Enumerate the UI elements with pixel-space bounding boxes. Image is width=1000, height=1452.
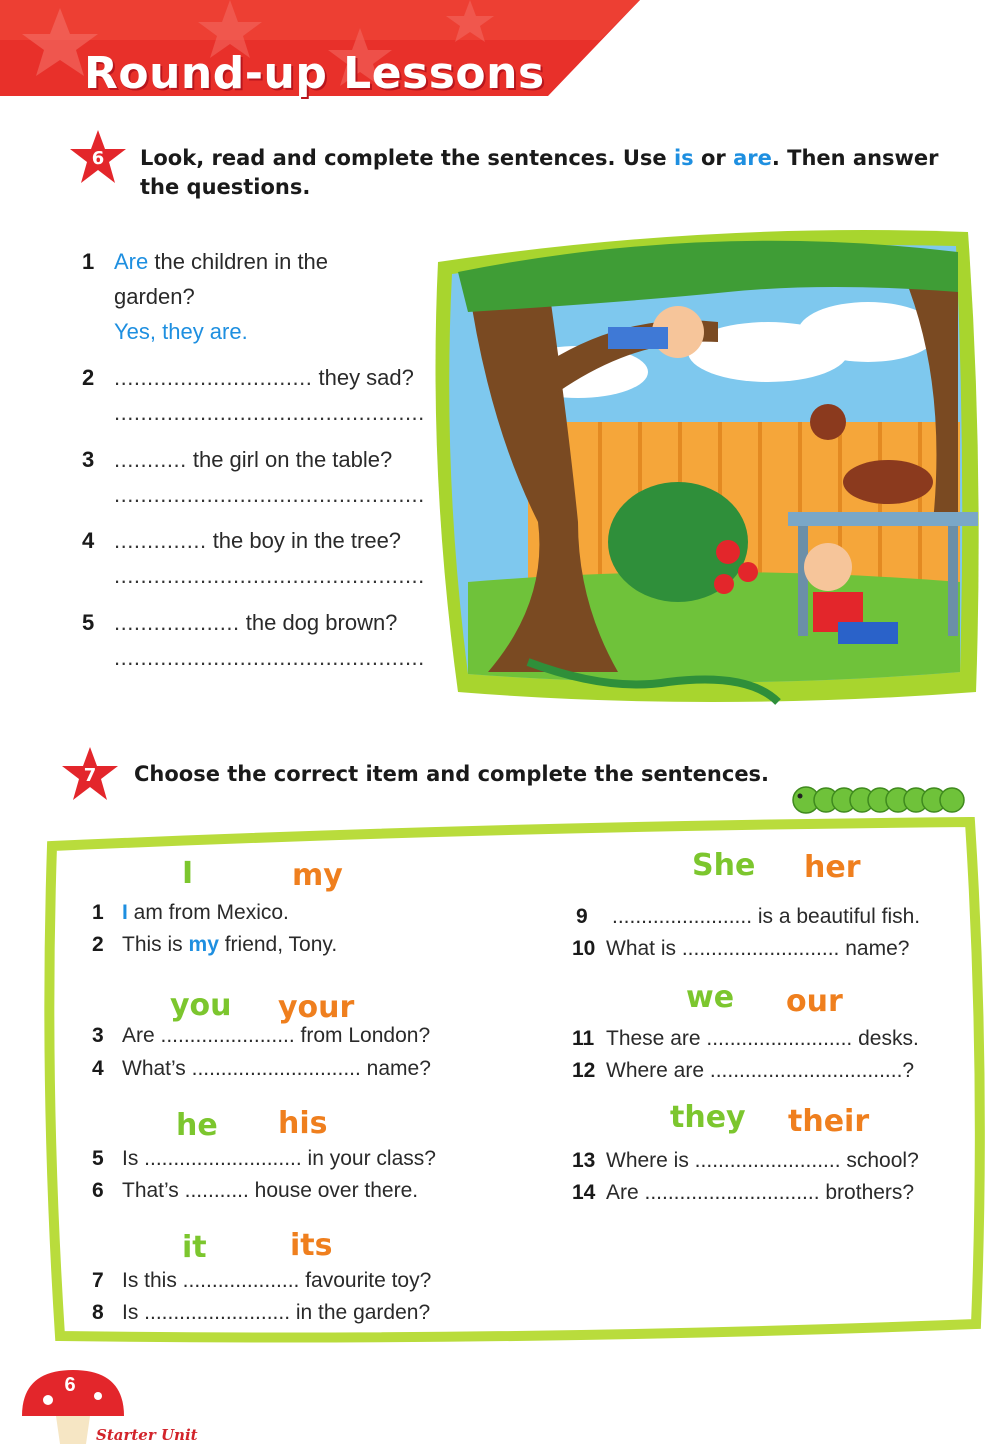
word-option-green: it bbox=[182, 1230, 207, 1265]
question-number: 2 bbox=[82, 365, 95, 390]
sentence-12 bbox=[572, 1056, 914, 1086]
sentence-number: 5 bbox=[92, 1147, 104, 1170]
sentence-number: 7 bbox=[92, 1269, 104, 1292]
reply-blank[interactable]: ............................................... bbox=[114, 482, 425, 507]
sentence-number: 14 bbox=[572, 1181, 596, 1204]
word-option-green: we bbox=[686, 980, 735, 1015]
instruction-keyword-are: are bbox=[733, 146, 772, 170]
sentence-text: This is bbox=[122, 933, 189, 956]
reply-blank[interactable]: ............................................... bbox=[114, 645, 425, 670]
question-text-rest: the boy in the tree? bbox=[206, 528, 402, 553]
reply-blank[interactable]: ............................................... bbox=[114, 563, 425, 588]
sentence-2 bbox=[92, 930, 337, 960]
garden-scene-image bbox=[428, 222, 984, 712]
word-option-green: you bbox=[170, 988, 232, 1023]
word-option-orange: his bbox=[278, 1106, 328, 1141]
sample-answer: my bbox=[188, 933, 219, 956]
sentence-text[interactable]: Are .............................. brothers? bbox=[606, 1181, 915, 1204]
sentence-8 bbox=[92, 1298, 430, 1328]
header-banner bbox=[0, 0, 1000, 100]
sentence-number: 2 bbox=[92, 933, 104, 956]
question-number: 1 bbox=[82, 249, 95, 274]
exercise-number: 7 bbox=[83, 765, 97, 786]
word-option-orange: its bbox=[290, 1228, 333, 1263]
sentence-number: 12 bbox=[572, 1059, 596, 1082]
word-option-green: She bbox=[692, 848, 756, 883]
word-option-orange: her bbox=[804, 850, 861, 885]
sentence-9 bbox=[576, 902, 920, 932]
answer-blank[interactable]: ........... bbox=[114, 447, 187, 472]
question-text bbox=[114, 605, 442, 675]
exercise-7-badge bbox=[60, 745, 120, 805]
word-option-orange: my bbox=[292, 858, 343, 893]
sentence-number: 6 bbox=[92, 1179, 104, 1202]
sentence-text[interactable]: What is ........................... name? bbox=[606, 937, 910, 960]
question-text-line2: garden? bbox=[114, 284, 195, 309]
sentence-number: 9 bbox=[576, 905, 588, 928]
sentence-1 bbox=[92, 898, 289, 928]
instruction-text: . Then answer the questions. bbox=[140, 146, 939, 199]
instruction-text: or bbox=[693, 146, 734, 170]
question-text-rest: the girl on the table? bbox=[186, 447, 393, 472]
sentence-13 bbox=[572, 1146, 919, 1176]
question-text bbox=[114, 523, 442, 593]
question-5 bbox=[82, 605, 442, 677]
sample-reply: Yes, they are. bbox=[114, 319, 248, 344]
sentence-text: am from Mexico. bbox=[127, 901, 289, 924]
sentence-3 bbox=[92, 1021, 430, 1051]
unit-label: Starter Unit bbox=[96, 1426, 198, 1444]
sample-answer: I bbox=[122, 901, 128, 924]
instruction-text: Look, read and complete the sentences. Use bbox=[140, 146, 674, 170]
answer-blank[interactable]: .............. bbox=[114, 528, 207, 553]
word-option-green: I bbox=[182, 856, 194, 891]
page-title: Round-up Lessons bbox=[84, 48, 545, 99]
question-3 bbox=[82, 442, 442, 514]
sentence-text[interactable]: Where is ......................... school? bbox=[606, 1149, 919, 1172]
sentence-number: 1 bbox=[92, 901, 104, 924]
sentence-14 bbox=[572, 1178, 914, 1208]
page-number: 6 bbox=[64, 1374, 76, 1396]
sentence-5 bbox=[92, 1144, 436, 1174]
question-number: 5 bbox=[82, 610, 95, 635]
exercise-number: 6 bbox=[91, 148, 105, 169]
exercise-6-badge bbox=[68, 128, 128, 188]
word-option-orange: their bbox=[788, 1104, 870, 1139]
sample-answer: Are bbox=[114, 249, 149, 274]
question-2 bbox=[82, 360, 442, 432]
sentence-text[interactable]: Is ......................... in the garden? bbox=[122, 1301, 431, 1324]
question-number: 3 bbox=[82, 447, 95, 472]
sentence-text[interactable]: Is ........................... in your class? bbox=[122, 1147, 436, 1170]
question-text bbox=[114, 244, 442, 349]
reply-blank[interactable]: ............................................... bbox=[114, 400, 425, 425]
sentence-text[interactable]: Are ....................... from London? bbox=[122, 1024, 431, 1047]
sentence-text[interactable]: ........................ is a beautiful fish. bbox=[612, 905, 921, 928]
question-text bbox=[114, 442, 442, 512]
word-option-orange: your bbox=[278, 990, 355, 1025]
sentence-10 bbox=[572, 934, 909, 964]
sentence-4 bbox=[92, 1054, 431, 1084]
question-text-rest: the children in the bbox=[148, 249, 329, 274]
garden-illustration bbox=[428, 222, 984, 712]
question-text-rest: they sad? bbox=[312, 365, 414, 390]
sentence-number: 3 bbox=[92, 1024, 104, 1047]
sentence-text[interactable]: Is this .................... favourite toy? bbox=[122, 1269, 432, 1292]
sentence-11 bbox=[572, 1024, 919, 1054]
question-text-rest: the dog brown? bbox=[239, 610, 398, 635]
sentence-text[interactable]: That’s ........... house over there. bbox=[122, 1179, 419, 1202]
sentence-number: 10 bbox=[572, 937, 596, 960]
answer-blank[interactable]: ................... bbox=[114, 610, 240, 635]
question-1 bbox=[82, 244, 442, 354]
exercise-7-instruction: Choose the correct item and complete the sentences. bbox=[134, 762, 770, 786]
sentence-number: 8 bbox=[92, 1301, 104, 1324]
sentence-7 bbox=[92, 1266, 431, 1296]
word-option-green: he bbox=[176, 1108, 218, 1143]
instruction-keyword-is: is bbox=[673, 146, 694, 170]
question-number: 4 bbox=[82, 528, 95, 553]
question-text bbox=[114, 360, 442, 430]
sentence-number: 4 bbox=[92, 1057, 104, 1080]
sentence-number: 11 bbox=[572, 1027, 595, 1050]
question-4 bbox=[82, 523, 442, 595]
sentence-text[interactable]: Where are .................................? bbox=[606, 1059, 915, 1082]
exercise-6-instruction bbox=[140, 144, 940, 202]
sentence-text[interactable]: These are ......................... desks. bbox=[606, 1027, 919, 1050]
word-option-green: they bbox=[670, 1100, 746, 1135]
answer-blank[interactable]: .............................. bbox=[114, 365, 313, 390]
sentence-6 bbox=[92, 1176, 418, 1206]
word-option-orange: our bbox=[786, 984, 843, 1019]
sentence-text[interactable]: What’s ............................. name? bbox=[122, 1057, 431, 1080]
sentence-text: friend, Tony. bbox=[218, 933, 338, 956]
sentence-number: 13 bbox=[572, 1149, 596, 1172]
